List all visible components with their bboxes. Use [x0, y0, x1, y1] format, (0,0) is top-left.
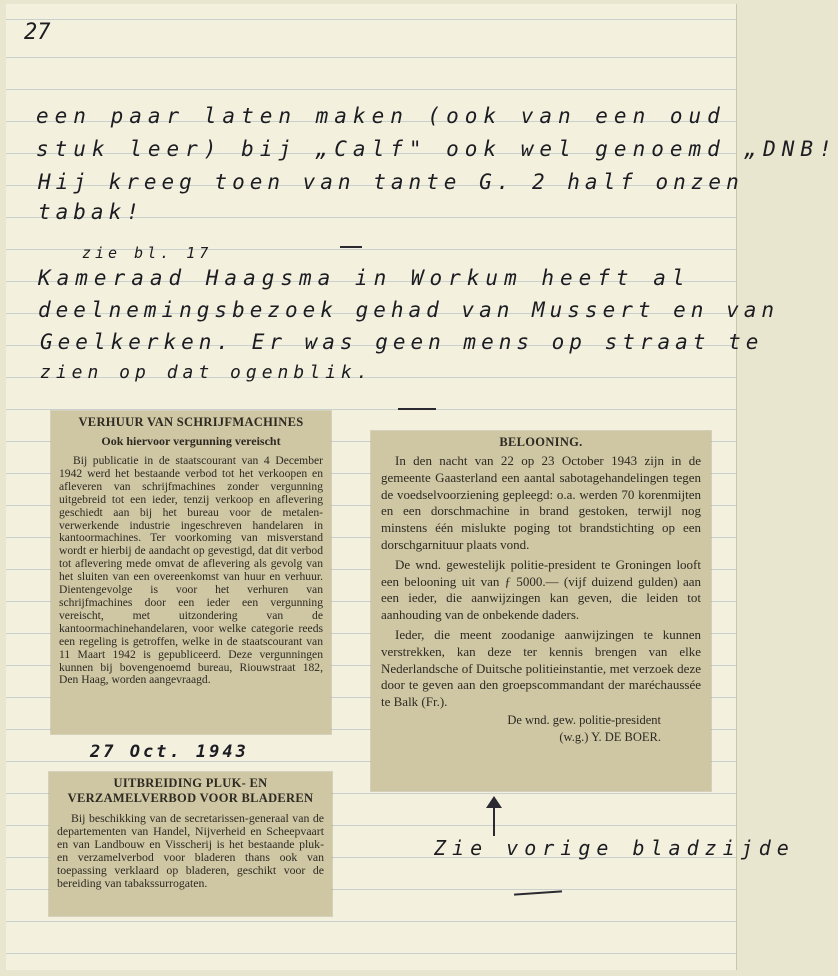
- handwritten-date: 27 Oct. 1943: [90, 742, 249, 762]
- handwritten-line-1: een paar laten maken (ook van een oud: [36, 104, 726, 128]
- clipping-subtitle: Ook hiervoor vergunning vereischt: [101, 434, 281, 448]
- clipping-signature-name: (w.g.) Y. DE BOER.: [559, 729, 661, 744]
- handwritten-line-7: Geelkerken. Er was geen mens op straat te: [40, 330, 764, 354]
- clipping-body: Bij publicatie in de staatscourant van 4 December 1942 werd het bestaande verbod tot het verkoopen en afleveren van schrijfmachines zonder vergunning uitgebreid tot een ieder, tenzij verkoop en aflevering geschiedt aan bij het bureau voor de metalen-verwerkende industrie ingeschreven handelaren in kantoormachines. Ter voorkoming van misverstand wordt er hierbij de aandacht op gevestigd, dat dit verbod tot aflevering mede omvat de aflevering als gevolg van het sluiten van een overeenkomst van huur en verhuur. Dientengevolge is voor het verhuren van schrijfmachines door een ieder een vergunning vereischt, met uitzondering van de kantoormachinehandelaren, voor welke categorie reeds een regeling is getroffen, welke in de staatscourant van 11 Maart 1942 is gepubliceerd. Deze vergunningen kunnen bij bovengenoemd bureau, Riouwstraat 182, Den Haag, worden aangevraagd.: [59, 454, 323, 687]
- clipping-title: VERHUUR VAN SCHRIJFMACHINES: [78, 415, 304, 429]
- handwritten-line-5: Kameraad Haagsma in Workum heeft al: [38, 266, 691, 290]
- newspaper-clipping-leaves: [49, 772, 332, 916]
- handwritten-line-6: deelnemingsbezoek gehad van Mussert en van: [38, 298, 780, 322]
- handwritten-note: zie bl. 17: [82, 244, 213, 262]
- handwritten-line-2: stuk leer) bij „Calf" ook wel genoemd „DNB!: [36, 137, 838, 161]
- clipping-title: BELOONING.: [499, 435, 583, 449]
- clipping-signature-title: De wnd. gew. politie-president: [507, 712, 661, 727]
- clipping-body: Bij beschikking van de secretarissen-generaal van de departementen van Handel, Nijverheid en Scheepvaart en van Landbouw en Visscherij is het bestaande pluk- en verzamelverbod voor bladeren thans ook van toepassing verklaard op bladeren, geschikt voor de bereiding van tabakssurrogaten.: [57, 811, 324, 890]
- divider-dash: [514, 890, 562, 895]
- handwritten-line-4: tabak!: [38, 200, 144, 224]
- arrow-stem: [493, 802, 495, 836]
- newspaper-clipping-reward: [371, 431, 711, 791]
- clipping-paragraph: De wnd. gewestelijk politie-president te Groningen looft een belooning uit van ƒ 5000.— (vijf duizend gulden) aan een ieder, die aanwijzingen kan geven, die leiden tot aanhouding van de onbekende daders.: [381, 556, 701, 623]
- divider-dash: [340, 246, 362, 248]
- handwritten-see-previous: Zie vorige bladzijde: [434, 836, 795, 860]
- clipping-title: UITBREIDING PLUK- EN VERZAMELVERBOD VOOR BLADEREN: [67, 776, 314, 805]
- notebook-page: [6, 4, 838, 970]
- handwritten-line-8: zien op dat ogenblik.: [40, 362, 373, 383]
- handwritten-line-3: Hij kreeg toen van tante G. 2 half onzen: [38, 170, 744, 194]
- clipping-paragraph: In den nacht van 22 op 23 October 1943 zijn in de gemeente Gaasterland een aantal sabotagehandelingen tegen de voedselvoorziening gepleegd: o.a. werden 70 korenmijten en een dorschmachine in brand gestoken, terwijl nog minstens één mislukte poging tot brandstichting op een dorschgarnituur plaats vond.: [381, 453, 701, 552]
- page-number: 27: [24, 20, 51, 45]
- newspaper-clipping-typewriters: [51, 411, 331, 734]
- divider-dash: [398, 408, 436, 410]
- clipping-paragraph: Ieder, die meent zoodanige aanwijzingen te kunnen verstrekken, kan deze ter kennis brengen van elke Nederlandsche of Duitsche politieinstantie, met verzoek deze door te geven aan den groepscommandant der maréchaussée te Balk (Fr.).: [381, 626, 701, 710]
